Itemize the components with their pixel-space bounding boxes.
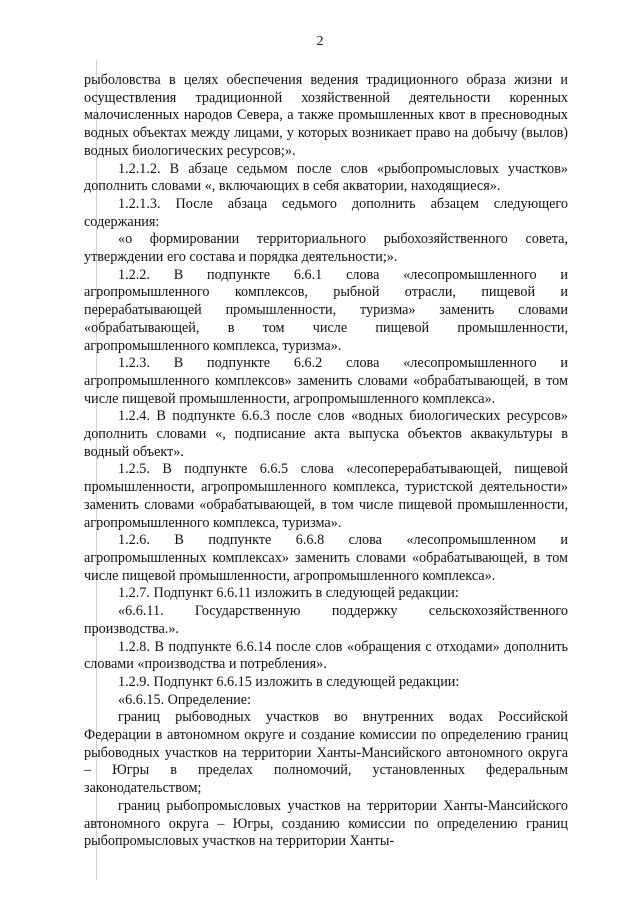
paragraph: 1.2.1.2. В абзаце седьмом после слов «рыбопромысловых участков» дополнить словами «, включающих в себя акватории, находящиеся». [84, 160, 568, 195]
paragraph: 1.2.2. В подпункте 6.6.1 слова «лесопромышленного и агропромышленного комплексов, рыбной отрасли, пищевой и перерабатывающей промышленности, туризма» заменить словами «обрабатывающей, в том числе пищевой промышленности, агропромышленного комплекса, туризма». [84, 266, 568, 354]
paragraph: 1.2.6. В подпункте 6.6.8 слова «лесопромышленном и агропромышленных комплексах» заменить словами «обрабатывающей, в том числе пищевой промышленности, агропромышленного комплекса». [84, 532, 568, 584]
page-number: 2 [316, 34, 324, 49]
paragraph: 1.2.1.3. После абзаца седьмого дополнить абзацем следующего содержания: [84, 195, 568, 230]
paragraph: 1.2.5. В подпункте 6.6.5 слова «лесоперерабатывающей, пищевой промышленности, агропромышленного комплекса, туристской деятельности» заменить словами «обрабатывающей, в том числе пищевой промышленности, агропромышленного комплекса, туризма». [84, 461, 568, 531]
paragraph: «6.6.15. Определение: [118, 691, 252, 708]
paragraph: 1.2.9. Подпункт 6.6.15 изложить в следующей редакции: [118, 673, 460, 690]
paragraph: «о формировании территориального рыбохозяйственного совета, утверждении его состава и порядка деятельности;». [84, 231, 568, 266]
paragraph: границ рыбопромысловых участков на территории Ханты-Мансийского автономного округа – Югры, созданию комиссии по определению границ рыбопромысловых участков на территории Ханты- [84, 797, 568, 850]
paragraph: 1.2.4. В подпункте 6.6.3 после слов «водных биологических ресурсов» дополнить словами «, подписание акта выпуска объектов аквакультуры в водный объект». [84, 408, 568, 460]
paragraph: «6.6.11. Государственную поддержку сельскохозяйственного производства.». [84, 603, 568, 637]
paragraph: 1.2.8. В подпункте 6.6.14 после слов «обращения с отходами» дополнить словами «производства и потребления». [84, 638, 568, 673]
paragraph: границ рыбоводных участков во внутренних водах Российской Федерации в автономном округе и создание комиссии по определению границ рыбоводных участков на территории Ханты-Мансийского автономного округа – Югры в пределах полномочий, установленных федеральным законодательством; [84, 709, 568, 797]
document-body [84, 72, 568, 851]
paragraph: 1.2.3. В подпункте 6.6.2 слова «лесопромышленного и агропромышленного комплексов» заменить словами «обрабатывающей, в том числе пищевой промышленности, агропромышленного комплекса». [84, 355, 568, 407]
paragraph: рыболовства в целях обеспечения ведения традиционного образа жизни и осуществления традиционной хозяйственной деятельности коренных малочисленных народов Севера, а также промышленных квот в пресноводных водных объектах между лицами, у которых возникает право на добычу (вылов) водных биологических ресурсов;». [84, 72, 568, 159]
paragraph: 1.2.7. Подпункт 6.6.11 изложить в следующей редакции: [118, 585, 459, 602]
